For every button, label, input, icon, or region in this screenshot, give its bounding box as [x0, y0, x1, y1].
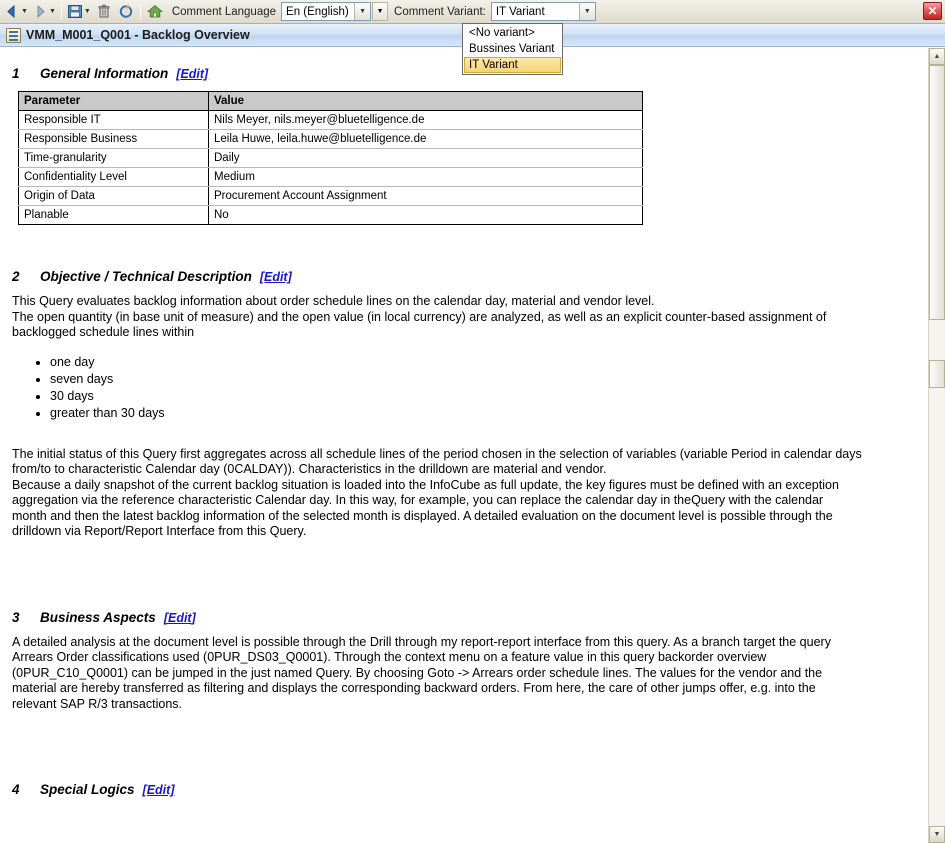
business-aspects-line-5: relevant SAP R/3 transactions.	[12, 696, 182, 711]
edit-link-objective[interactable]: [Edit]	[259, 270, 292, 284]
delete-button[interactable]	[94, 2, 114, 22]
chevron-down-icon[interactable]: ▼	[83, 8, 91, 15]
section-3-heading	[12, 610, 912, 625]
objective-paragraph-2-line-2: from/to to characteristic Calendar day (0CALDAY)). Characteristics in the drilldown are material and vendor.	[12, 462, 607, 476]
toolbar-separator	[140, 4, 141, 20]
document-icon	[6, 28, 21, 43]
column-header-parameter: Parameter	[19, 92, 209, 111]
table-row	[19, 168, 643, 187]
close-button[interactable]: ✕	[923, 2, 942, 20]
spacer	[12, 540, 912, 584]
column-header-value: Value	[209, 92, 643, 111]
section-general-information	[12, 66, 912, 225]
spacer	[12, 712, 912, 756]
cell-parameter: Responsible IT	[19, 111, 209, 130]
objective-paragraph-1-line-2: The open quantity (in base unit of measure) and the open value (in local currency) are analyzed, as well as an explicit counter-based assignment of	[12, 309, 827, 324]
chevron-down-icon[interactable]: ▼	[579, 3, 595, 20]
home-icon	[147, 4, 163, 19]
objective-bullet-list	[12, 354, 912, 421]
spacer	[12, 584, 912, 610]
section-4-title: Special Logics	[40, 782, 135, 797]
edit-link-special-logics[interactable]: [Edit]	[142, 783, 175, 797]
objective-paragraph-3-line-4: drilldown via Report/Report Interface from this Query.	[12, 524, 307, 538]
table-row	[19, 187, 643, 206]
table-row	[19, 206, 643, 225]
section-special-logics	[12, 782, 912, 797]
dropdown-option-bussines-variant[interactable]: Bussines Variant	[469, 43, 555, 55]
spacer	[12, 756, 912, 782]
comment-variant-select[interactable]	[491, 2, 596, 21]
chevron-down-icon[interactable]: ▼	[21, 8, 28, 15]
objective-paragraph-1-line-1: This Query evaluates backlog information about order schedule lines on the calendar day, material and vendor level.	[12, 294, 655, 308]
objective-paragraph-3-line-3: month and then the latest backlog information of the selected month is displayed. A detailed evaluation on the document level is possible through the	[12, 508, 833, 523]
dropdown-option-it-variant[interactable]: IT Variant	[464, 57, 561, 73]
cell-value: Daily	[209, 149, 643, 168]
table-row	[19, 111, 643, 130]
cell-value: Medium	[209, 168, 643, 187]
section-2-title: Objective / Technical Description	[40, 269, 252, 284]
main-toolbar	[0, 0, 945, 24]
back-button[interactable]	[3, 2, 29, 22]
scroll-down-button[interactable]: ▼	[929, 826, 945, 843]
list-item: • one day	[50, 354, 912, 370]
section-3-number: 3	[12, 609, 20, 625]
page-title: VMM_M001_Q001 - Backlog Overview	[26, 28, 250, 42]
objective-paragraph-1-line-3: backlogged schedule lines within	[12, 325, 195, 339]
list-item: • greater than 30 days	[50, 405, 912, 421]
save-button[interactable]	[66, 2, 92, 22]
vertical-scrollbar[interactable]	[928, 48, 945, 843]
trash-icon	[97, 4, 111, 19]
section-1-title: General Information	[40, 66, 169, 81]
business-aspects-line-3: (0PUR_C10_Q0001) can be jumped in the just named Query. By choosing Goto -> Arrears order schedule lines. The values for the vendor and the	[12, 665, 823, 680]
scroll-up-button[interactable]: ▲	[929, 48, 945, 65]
comment-variant-label: Comment Variant:	[394, 5, 486, 18]
chevron-down-icon[interactable]: ▼	[354, 3, 370, 20]
scrollbar-track[interactable]	[929, 65, 945, 826]
table-row	[19, 149, 643, 168]
objective-paragraph-3-line-2: aggregation via the reference characteristic Calendar day. In this way, for example, you can replace the calendar day in theQuery with the calendar	[12, 493, 824, 507]
cell-parameter: Origin of Data	[19, 187, 209, 206]
section-3-title: Business Aspects	[40, 609, 156, 625]
cell-parameter: Time-granularity	[19, 149, 209, 168]
business-aspects-line-2: Arrears Order classifications used (0PUR_DS03_Q0001). Through the context menu on a feature value in this query backorder overview	[12, 650, 767, 664]
cell-parameter: Responsible Business	[19, 130, 209, 149]
cell-value: No	[209, 206, 643, 225]
spacer	[12, 225, 912, 269]
back-arrow-icon	[4, 4, 20, 19]
objective-paragraph-3-line-1: Because a daily snapshot of the current backlog situation is loaded into the InfoCube as full update, the key figures must be defined with an exception	[12, 477, 839, 492]
table-header-row	[19, 92, 643, 111]
save-disk-icon	[67, 4, 83, 19]
comment-language-value: En (English)	[286, 5, 349, 18]
section-4-number: 4	[12, 782, 20, 797]
content-area	[0, 47, 945, 843]
comment-variant-value: IT Variant	[495, 5, 545, 18]
cell-parameter: Planable	[19, 206, 209, 225]
dropdown-option-no-variant[interactable]: <No variant>	[469, 27, 535, 39]
table-row	[19, 130, 643, 149]
edit-link-general-information[interactable]: [Edit]	[176, 67, 209, 81]
section-2-number: 2	[12, 269, 20, 284]
general-information-table	[18, 91, 643, 225]
comment-language-extra-dropdown[interactable]	[372, 2, 388, 21]
comment-language-label: Comment Language	[171, 5, 277, 18]
forward-arrow-icon	[32, 4, 48, 19]
scrollbar-thumb-secondary[interactable]	[929, 360, 945, 388]
cell-value: Leila Huwe, leila.huwe@bluetelligence.de	[209, 130, 643, 149]
forward-button[interactable]	[31, 2, 57, 22]
home-button[interactable]	[145, 2, 165, 22]
list-item: • 30 days	[50, 388, 912, 404]
cell-value: Nils Meyer, nils.meyer@bluetelligence.de	[209, 111, 643, 130]
business-aspects-line-1: A detailed analysis at the document level is possible through the Drill through my report-report interface from this query. As a branch target the query	[12, 634, 831, 649]
chevron-down-icon[interactable]: ▼	[48, 8, 56, 15]
document-body	[0, 48, 928, 843]
comment-language-select[interactable]	[281, 2, 371, 21]
scrollbar-thumb[interactable]	[929, 65, 945, 320]
refresh-icon	[118, 4, 134, 19]
toolbar-separator	[61, 4, 62, 20]
spacer	[12, 434, 912, 447]
section-4-heading	[12, 782, 912, 797]
section-business-aspects	[12, 610, 912, 713]
edit-link-business-aspects[interactable]: [Edit]	[163, 610, 196, 625]
comment-variant-dropdown-list[interactable]	[462, 23, 563, 75]
list-item: • seven days	[50, 371, 912, 387]
cell-value: Procurement Account Assignment	[209, 187, 643, 206]
section-objective-technical-description	[12, 269, 912, 540]
refresh-button[interactable]	[116, 2, 136, 22]
chevron-down-icon: ▼	[376, 8, 384, 15]
section-2-heading	[12, 269, 912, 284]
objective-paragraph-2-line-1: The initial status of this Query first aggregates across all schedule lines of the period chosen in the selection of variables (variable Period in calendar days	[12, 446, 862, 461]
section-1-number: 1	[12, 66, 20, 81]
business-aspects-line-4: material are hereby transferred as filtering and displays the corresponding backward orders. From here, the care of other jumps offer, e.g. into the	[12, 681, 816, 695]
cell-parameter: Confidentiality Level	[19, 168, 209, 187]
